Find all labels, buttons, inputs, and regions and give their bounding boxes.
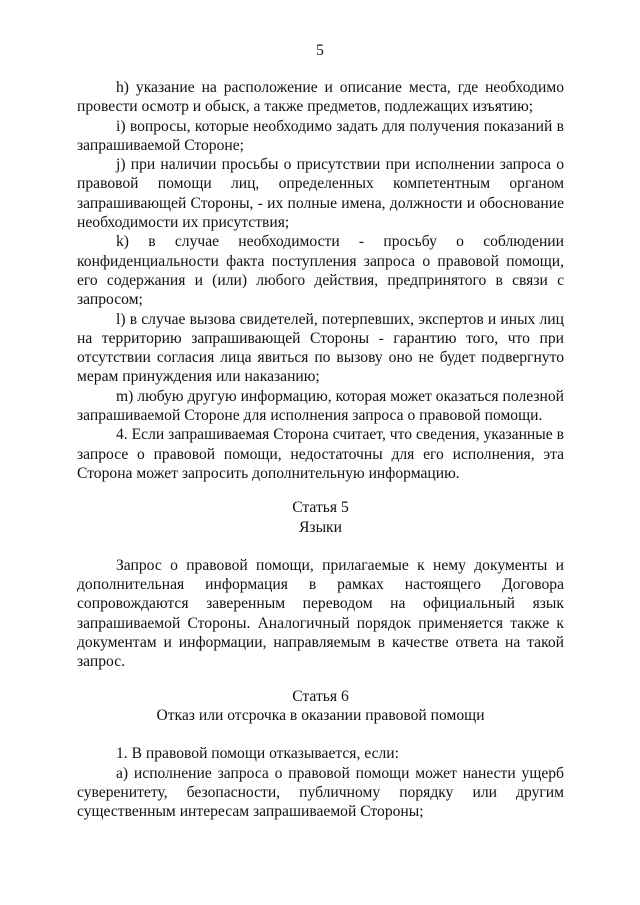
- list-item-h: h) указание на расположение и описание места, где необходимо провести осмотр и обыск, а также предметов, подлежащих изъятию;: [77, 79, 564, 116]
- article-5-number: Статья 5: [292, 499, 349, 517]
- list-item-l: l) в случае вызова свидетелей, потерпевших, экспертов и иных лиц на территорию запрашивающей Стороны - гарантию того, что при отсутствии согласия лица явиться по вызову оно не будет подвергнуто мерам принуждения или наказанию;: [77, 310, 564, 386]
- clause-4: 4. Если запрашиваемая Сторона считает, что сведения, указанные в запросе о правовой помощи, недостаточны для его исполнения, эта Сторона может запросить дополнительную информацию.: [77, 426, 564, 482]
- list-item-i: i) вопросы, которые необходимо задать для получения показаний в запрашиваемой Стороне;: [77, 117, 564, 154]
- article-6-clause-1: 1. В правовой помощи отказывается, если:: [116, 745, 399, 763]
- list-item-j: j) при наличии просьбы о присутствии при исполнении запроса о правовой помощи лиц, определенных компетентным органом запрашивающей Стороны, - их полные имена, должности и обоснование необходимости их присутствия;: [77, 156, 564, 232]
- list-item-k: k) в случае необходимости - просьбу о соблюдении конфиденциальности факта поступления запроса о правовой помощи, его содержания и (или) любого действия, предпринятого в связи с запросом;: [77, 233, 564, 309]
- list-item-m: m) любую другую информацию, которая может оказаться полезной запрашиваемой Стороне для исполнения запроса о правовой помощи.: [77, 387, 564, 425]
- document-body: [77, 78, 564, 821]
- list-item-a: а) исполнение запроса о правовой помощи может нанести ущерб суверенитету, безопасности, публичному порядку или другим существенным интересам запрашиваемой Стороны;: [77, 764, 564, 821]
- article-6-number: Статья 6: [292, 687, 349, 705]
- article-6-title: Отказ или отсрочка в оказании правовой помощи: [156, 706, 485, 724]
- page-number: 5: [316, 42, 324, 59]
- article-5-text: Запрос о правовой помощи, прилагаемые к нему документы и дополнительная информация в рамках настоящего Договора сопровождаются заверенным переводом на официальный язык запрашиваемой Стороны. Аналогичный порядок применяется также к документам и информации, направляемым в качестве ответа на такой запрос.: [77, 556, 564, 671]
- article-5-title: Языки: [299, 518, 342, 536]
